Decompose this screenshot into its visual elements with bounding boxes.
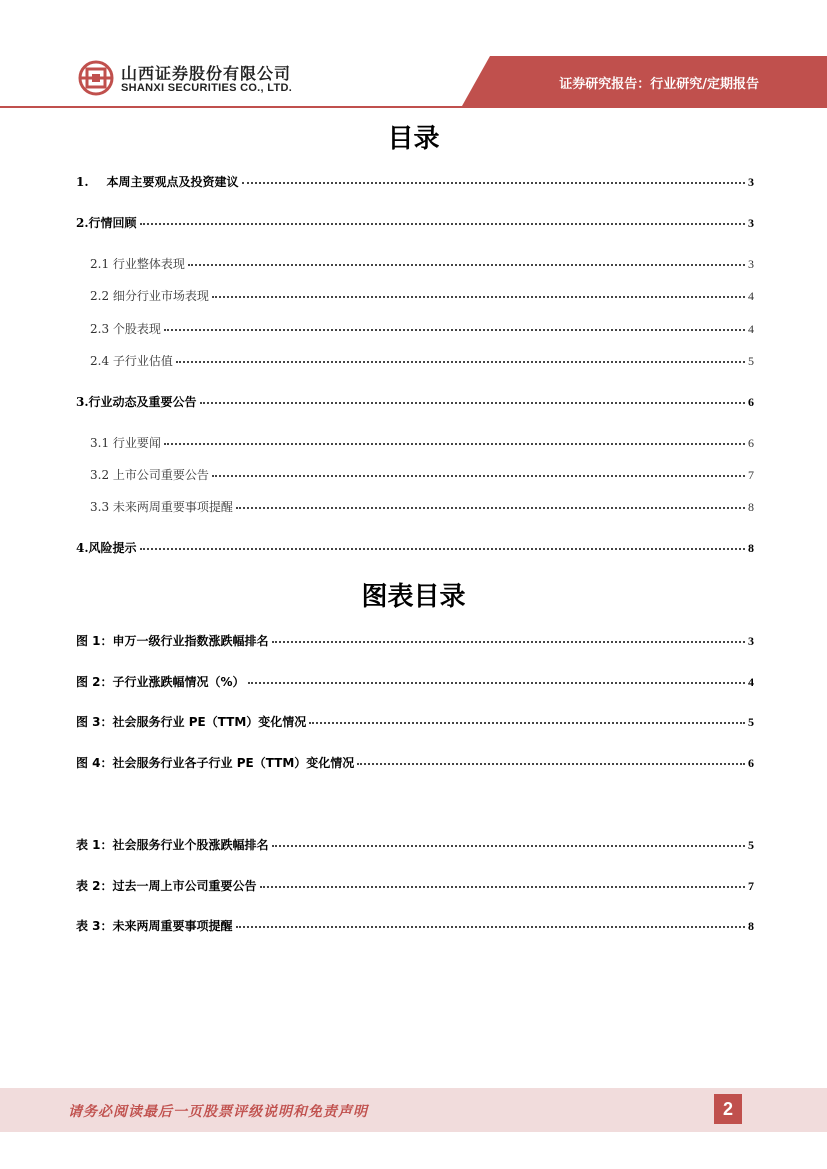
toc-entry-page: 3	[748, 257, 754, 271]
toc-entry-number: 3.1	[90, 436, 110, 450]
toc-leader-dots	[272, 629, 745, 643]
table-entry-page: 7	[748, 879, 754, 893]
report-type-label: 证券研究报告：行业研究/定期报告	[559, 77, 759, 92]
toc-leader-dots	[236, 495, 745, 509]
toc-subentry[interactable]	[90, 286, 754, 302]
page-number: 2	[714, 1094, 742, 1124]
toc-leader-dots	[236, 914, 745, 928]
toc-entry[interactable]	[76, 538, 754, 554]
toc-subentry[interactable]	[90, 465, 754, 481]
table-entry[interactable]	[76, 876, 754, 892]
figure-entry-label: 图 2：子行业涨跌幅情况（%）	[76, 675, 245, 689]
toc-entry-title: 行业整体表现	[112, 257, 185, 271]
toc-entry[interactable]	[76, 392, 754, 408]
toc-entry-page: 4	[748, 289, 754, 303]
company-name-en: SHANXI SECURITIES CO., LTD.	[121, 82, 293, 94]
toc-entry-number: 2.2	[90, 289, 110, 303]
toc-entry-title: 本周主要观点及投资建议	[106, 175, 239, 189]
toc-entry-title: 上市公司重要公告	[112, 468, 209, 482]
toc-entry-title: 风险提示	[88, 541, 137, 555]
toc-entry-number: 3.	[76, 395, 89, 409]
toc-leader-dots	[357, 751, 745, 765]
toc-entry-page: 3	[748, 216, 754, 230]
toc-leader-dots	[188, 252, 745, 266]
figure-entry-label: 图 4：社会服务行业各子行业 PE（TTM）变化情况	[76, 756, 355, 770]
toc-leader-dots	[248, 670, 745, 684]
toc-entry-title: 行业要闻	[112, 436, 161, 450]
toc-entry-number: 2.1	[90, 257, 110, 271]
table-entry[interactable]	[76, 835, 754, 851]
toc-leader-dots	[164, 431, 745, 445]
toc-leader-dots	[260, 874, 745, 888]
page-header	[0, 0, 827, 110]
toc-entry-title: 个股表现	[112, 322, 161, 336]
toc-entry-page: 3	[748, 175, 754, 189]
toc-entry-number: 3.3	[90, 500, 110, 514]
toc-entry[interactable]	[76, 172, 754, 188]
toc-leader-dots	[309, 710, 745, 724]
toc-entry-page: 7	[748, 468, 754, 482]
toc-subentry[interactable]	[90, 351, 754, 367]
toc-subentry[interactable]	[90, 254, 754, 270]
toc-entry-page: 4	[748, 322, 754, 336]
header-divider	[0, 106, 827, 108]
table-entry-label: 表 1：社会服务行业个股涨跌幅排名	[76, 838, 269, 852]
figure-entry-page: 5	[748, 715, 754, 729]
toc-leader-dots	[140, 536, 745, 550]
toc-entry-page: 8	[748, 541, 754, 555]
toc-leader-dots	[212, 284, 745, 298]
figure-entry-label: 图 1：申万一级行业指数涨跌幅排名	[76, 634, 269, 648]
figure-entry-page: 3	[748, 634, 754, 648]
figure-entry-page: 4	[748, 675, 754, 689]
toc-leader-dots	[176, 349, 745, 363]
toc-entry-page: 8	[748, 500, 754, 514]
toc-entry-title: 未来两周重要事项提醒	[112, 500, 233, 514]
toc-entry-title: 子行业估值	[112, 354, 173, 368]
toc-entry-page: 5	[748, 354, 754, 368]
toc-entry-number: 4.	[76, 541, 89, 555]
toc-entry-number: 2.	[76, 216, 89, 230]
figure-entry-label: 图 3：社会服务行业 PE（TTM）变化情况	[76, 715, 307, 729]
table-entry-label: 表 3：未来两周重要事项提醒	[76, 919, 233, 933]
toc-subentry[interactable]	[90, 319, 754, 335]
toc-leader-dots	[242, 170, 745, 184]
toc-entry-title: 细分行业市场表现	[112, 289, 209, 303]
figure-entry[interactable]	[76, 672, 754, 688]
toc-title: 目录	[387, 124, 440, 154]
footer-disclaimer: 请务必阅读最后一页股票评级说明和免责声明	[68, 1104, 368, 1120]
toc-subentry[interactable]	[90, 497, 754, 513]
toc-subentry[interactable]	[90, 433, 754, 449]
toc-entry-number: 2.3	[90, 322, 110, 336]
company-name-cn: 山西证券股份有限公司	[121, 64, 292, 83]
toc-entry-number: 1.	[76, 175, 89, 189]
toc-entry-number: 3.2	[90, 468, 110, 482]
figure-entry[interactable]	[76, 631, 754, 647]
table-entry-label: 表 2：过去一周上市公司重要公告	[76, 879, 257, 893]
figures-title: 图表目录	[361, 582, 466, 612]
toc-entry-page: 6	[748, 436, 754, 450]
toc-leader-dots	[200, 390, 745, 404]
toc-entry[interactable]	[76, 213, 754, 229]
toc-leader-dots	[140, 211, 745, 225]
figure-entry-page: 6	[748, 756, 754, 770]
company-logo-icon	[78, 60, 114, 96]
toc-leader-dots	[212, 463, 745, 477]
toc-entry-title: 行情回顾	[88, 216, 137, 230]
toc-entry-number: 2.4	[90, 354, 110, 368]
toc-entry-page: 6	[748, 395, 754, 409]
figure-entry[interactable]	[76, 712, 754, 728]
toc-leader-dots	[272, 833, 745, 847]
figure-entry[interactable]	[76, 753, 754, 769]
table-entry-page: 8	[748, 919, 754, 933]
toc-entry-title: 行业动态及重要公告	[88, 395, 197, 409]
table-entry-page: 5	[748, 838, 754, 852]
toc-leader-dots	[164, 317, 745, 331]
table-entry[interactable]	[76, 916, 754, 932]
